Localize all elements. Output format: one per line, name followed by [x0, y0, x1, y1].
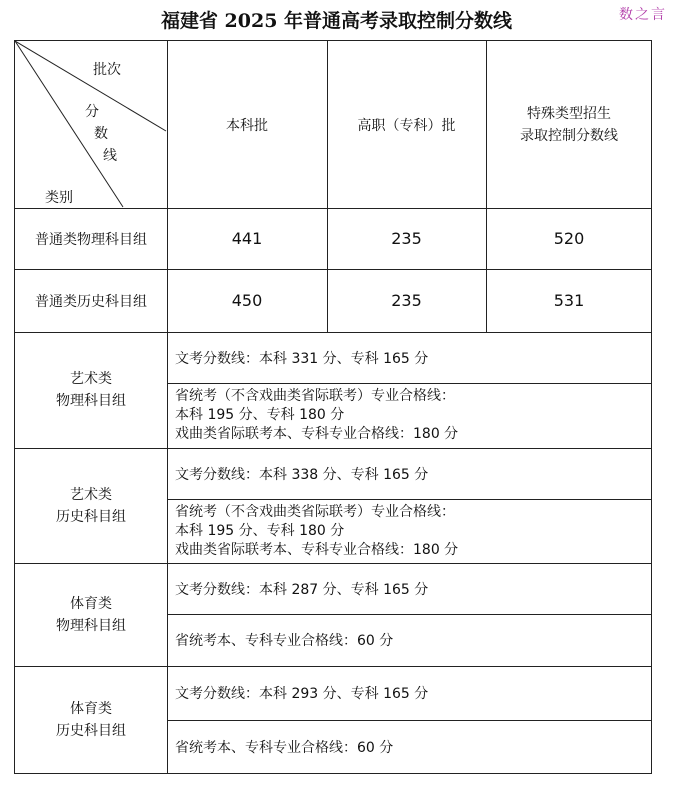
art-physics-prof-line1: 省统考（不含戏曲类省际联考）专业合格线：: [175, 388, 455, 404]
header-undergrad: 本科批: [226, 117, 268, 134]
grid-line: [486, 41, 487, 332]
sport-history-prof: 省统考本、专科专业合格线：60 分: [175, 740, 394, 756]
sport-physics-name-line2: 物理科目组: [56, 617, 126, 634]
grid-line: [15, 269, 652, 270]
row-history-vocational: 235: [391, 291, 422, 310]
grid-line: [167, 383, 652, 384]
row-physics-name: 普通类物理科目组: [35, 231, 147, 248]
grid-line: [15, 448, 652, 449]
watermark: 数之言: [619, 7, 667, 23]
sport-physics-name: [15, 563, 167, 666]
header-special-line1: 特殊类型招生: [527, 105, 611, 122]
diagonal-header-lines: [15, 41, 167, 208]
row-history-undergrad: 450: [231, 291, 263, 310]
diag-category-label: 类别: [45, 190, 73, 206]
diag-batch-label: 批次: [93, 62, 121, 78]
art-physics-prof-line2: 本科 195 分、专科 180 分: [175, 407, 345, 423]
page-title: 福建省 2025 年普通高考录取控制分数线: [160, 10, 513, 32]
grid-line: [167, 614, 652, 615]
art-history-prof-line1: 省统考（不含戏曲类省际联考）专业合格线：: [175, 503, 455, 520]
row-physics-special: 520: [553, 229, 585, 248]
art-history-name-line2: 历史科目组: [56, 508, 126, 525]
art-history-name: [15, 448, 167, 563]
art-history-culture: 文考分数线：本科 338 分、专科 165 分: [175, 466, 429, 483]
grid-line: [167, 41, 168, 774]
sport-physics-prof: 省统考本、专科专业合格线：60 分: [175, 633, 394, 649]
row-history-special: 531: [553, 291, 585, 310]
art-history-prof-line2: 本科 195 分、专科 180 分: [175, 522, 345, 539]
header-special-line2: 录取控制分数线: [520, 127, 618, 144]
art-physics-prof-line3: 戏曲类省际联考本、专科专业合格线：180 分: [175, 426, 459, 442]
row-physics-undergrad: 441: [231, 229, 263, 248]
sport-history-name-line2: 历史科目组: [56, 723, 126, 739]
grid-line: [167, 499, 652, 500]
grid-line: [327, 41, 328, 332]
sport-history-name-line1: 体育类: [70, 701, 112, 717]
art-physics-name: [15, 332, 167, 448]
diag-score-char-3: 线: [103, 148, 117, 164]
diag-score-char-2: 数: [94, 126, 108, 142]
art-physics-culture: 文考分数线：本科 331 分、专科 165 分: [175, 350, 429, 367]
sport-physics-name-line1: 体育类: [70, 595, 112, 612]
grid-line: [15, 208, 652, 209]
row-history-name: 普通类历史科目组: [35, 293, 147, 310]
sport-history-name: [15, 666, 167, 774]
art-history-prof: [167, 499, 652, 563]
art-physics-prof: [167, 383, 652, 448]
art-physics-name-line1: 艺术类: [70, 371, 112, 387]
art-history-name-line1: 艺术类: [70, 486, 112, 503]
row-physics-vocational: 235: [391, 229, 422, 248]
score-table: [14, 40, 652, 774]
sport-history-culture: 文考分数线：本科 293 分、专科 165 分: [175, 686, 429, 702]
header-special: [486, 41, 652, 208]
art-physics-name-line2: 物理科目组: [56, 393, 126, 409]
art-history-prof-line3: 戏曲类省际联考本、专科专业合格线：180 分: [175, 541, 459, 558]
sport-physics-culture: 文考分数线：本科 287 分、专科 165 分: [175, 581, 429, 598]
diag-score-char-1: 分: [85, 104, 99, 120]
grid-line: [167, 720, 652, 721]
header-vocational: 高职（专科）批: [357, 117, 456, 134]
grid-line: [15, 666, 652, 667]
grid-line: [15, 563, 652, 564]
grid-line: [15, 332, 652, 333]
